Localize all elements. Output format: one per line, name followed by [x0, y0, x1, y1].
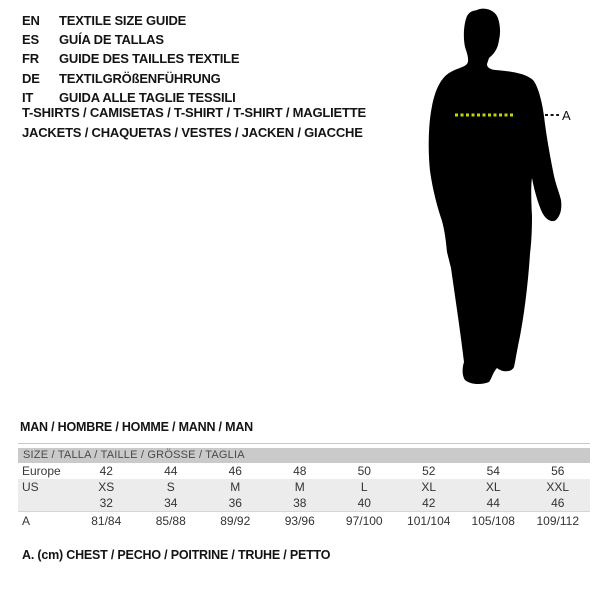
size-cell: 42 — [422, 496, 436, 510]
category-tshirts: T-SHIRTS / CAMISETAS / T-SHIRT / T-SHIRT / MAGLIETTE — [22, 105, 366, 120]
size-cell: 38 — [293, 496, 307, 510]
size-cell: XL — [421, 480, 437, 494]
garment-categories — [22, 103, 366, 142]
size-cell: M — [294, 480, 305, 494]
measurement-footnote: A. (cm) CHEST / PECHO / POITRINE / TRUHE / PETTO — [22, 548, 331, 562]
size-cell: 89/92 — [203, 512, 268, 531]
language-list — [22, 11, 239, 107]
language-title: GUIDE DES TAILLES TEXTILE — [59, 51, 240, 67]
table-row-europe — [18, 463, 590, 479]
row-label: A — [18, 512, 74, 531]
section-title-man: MAN / HOMBRE / HOMME / MANN / MAN — [20, 420, 253, 434]
size-cell: 101/104 — [397, 512, 462, 531]
size-cell: XXL — [546, 480, 570, 494]
man-silhouette-svg — [425, 6, 575, 388]
language-row-de — [22, 69, 239, 88]
row-label — [18, 495, 74, 512]
size-cell: 52 — [422, 464, 436, 478]
size-cell: S — [166, 480, 175, 494]
size-cell: XS — [98, 480, 115, 494]
language-code: DE — [22, 70, 40, 86]
size-cell: 44 — [486, 496, 500, 510]
size-cell: 42 — [99, 464, 113, 478]
language-row-en — [22, 11, 239, 30]
size-cell: 34 — [164, 496, 178, 510]
size-cell: 54 — [486, 464, 500, 478]
size-cell: 40 — [357, 496, 371, 510]
size-cell: 48 — [293, 464, 307, 478]
man-figure — [425, 6, 575, 388]
language-code: EN — [22, 13, 40, 28]
row-label: US — [22, 480, 39, 494]
size-cell: L — [360, 480, 368, 494]
size-cell: 46 — [551, 496, 565, 510]
size-cell: 32 — [99, 496, 113, 510]
size-cell: 44 — [164, 464, 178, 478]
size-cell: 56 — [551, 464, 565, 478]
language-code: IT — [22, 89, 34, 105]
language-row-es — [22, 30, 239, 49]
table-top-rule — [18, 443, 590, 444]
size-cell: 105/108 — [461, 512, 526, 531]
size-cell: 85/88 — [139, 512, 204, 531]
size-cell: 93/96 — [268, 512, 333, 531]
language-code: ES — [22, 32, 39, 48]
table-row-us — [18, 479, 590, 495]
man-silhouette — [429, 9, 562, 384]
size-cell: XL — [485, 480, 501, 494]
language-title: TEXTILGRÖßENFÜHRUNG — [59, 70, 221, 86]
language-row-fr — [22, 49, 239, 68]
size-cell: 36 — [228, 496, 242, 510]
measure-label-a: A — [562, 108, 571, 123]
language-title: GUÍA DE TALLAS — [59, 32, 164, 48]
size-table — [18, 443, 590, 530]
size-cell: 97/100 — [332, 512, 397, 531]
size-cell: 81/84 — [74, 512, 139, 531]
row-label: Europe — [22, 464, 61, 478]
size-cell: 50 — [357, 464, 371, 478]
size-cell: 46 — [228, 464, 242, 478]
language-code: FR — [22, 51, 39, 67]
table-row-chest-a — [18, 512, 590, 531]
language-title: TEXTILE SIZE GUIDE — [59, 13, 187, 28]
size-table-grid — [18, 463, 590, 530]
language-title: GUIDA ALLE TAGLIE TESSILI — [59, 89, 236, 105]
size-table-header: SIZE / TALLA / TAILLE / GRÖSSE / TAGLIA — [18, 448, 590, 463]
table-row-numeric — [18, 495, 590, 512]
category-jackets: JACKETS / CHAQUETAS / VESTES / JACKEN / GIACCHE — [22, 124, 363, 140]
size-cell: M — [230, 480, 241, 494]
size-cell: 109/112 — [526, 512, 591, 531]
